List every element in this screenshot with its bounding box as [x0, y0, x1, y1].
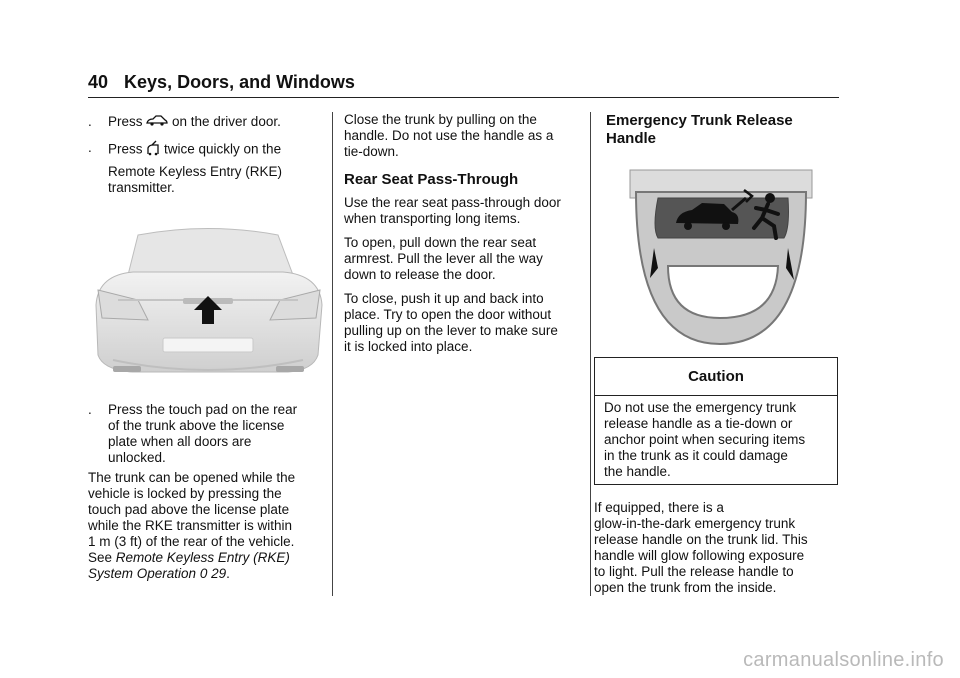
page-number: 40 — [88, 72, 109, 92]
section-heading: Rear Seat Pass-Through — [344, 171, 519, 188]
item-text: transmitter. — [108, 180, 175, 195]
paragraph-line: glow-in-the-dark emergency trunk — [594, 516, 796, 531]
left-column — [88, 0, 328, 678]
paragraph-line: pulling up on the lever to make sure — [344, 323, 558, 338]
paragraph-line: The trunk can be opened while the — [88, 470, 296, 485]
car-icon — [146, 114, 168, 130]
trunk-icon — [146, 140, 160, 160]
item-text: Press — [108, 141, 147, 157]
caution-line: anchor point when securing items — [604, 432, 806, 447]
paragraph-line: handle will glow following exposure — [594, 548, 805, 563]
item-text: twice quickly on the — [160, 141, 282, 157]
emergency-release-handle-illustration — [628, 168, 814, 348]
paragraph-line: Use the rear seat pass-through door — [344, 195, 561, 210]
paragraph-line: while the RKE transmitter is within — [88, 518, 293, 533]
column-divider — [332, 112, 333, 596]
caution-divider — [595, 395, 837, 396]
paragraph-line: See — [88, 550, 116, 565]
glow-handle-paragraph — [594, 500, 844, 596]
item-text: Remote Keyless Entry (RKE) — [108, 164, 283, 179]
item-text: unlocked. — [108, 450, 166, 465]
paragraph-line: down to release the door. — [344, 267, 496, 282]
car-rear-illustration — [88, 220, 328, 390]
column-divider — [590, 112, 591, 596]
item-text: Press — [108, 114, 147, 129]
right-column-heading — [606, 112, 846, 148]
section-heading: Emergency Trunk Release — [606, 112, 793, 129]
bullet: . — [88, 114, 92, 129]
watermark: carmanualsonline.info — [743, 649, 944, 671]
middle-column — [344, 112, 584, 355]
paragraph-line: To close, push it up and back into — [344, 291, 544, 306]
paragraph-line: to light. Pull the release handle to — [594, 564, 794, 579]
section-title: Keys, Doors, and Windows — [124, 72, 355, 92]
paragraph-line: open the trunk from the inside. — [594, 580, 777, 595]
paragraph-line: armrest. Pull the lever all the way — [344, 251, 543, 266]
paragraph-line: it is locked into place. — [344, 339, 473, 354]
caution-line: the handle. — [604, 464, 671, 479]
item-text: plate when all doors are — [108, 434, 252, 449]
cross-reference-link[interactable]: System Operation — [88, 566, 197, 581]
paragraph-line: handle. Do not use the handle as a — [344, 128, 554, 143]
paragraph-line: tie-down. — [344, 144, 399, 159]
paragraph-line: touch pad above the license plate — [88, 502, 290, 517]
bullet: . — [88, 402, 92, 417]
page-reference[interactable]: 29 — [207, 566, 227, 581]
caution-line: in the trunk as it could damage — [604, 448, 788, 463]
paragraph-line: Close the trunk by pulling on the — [344, 112, 537, 127]
caution-line: release handle as a tie-down or — [604, 416, 793, 431]
cross-reference-link[interactable]: Remote Keyless Entry (RKE) — [115, 550, 290, 565]
item-text: Press the touch pad on the rear — [108, 402, 298, 417]
paragraph-line: when transporting long items. — [344, 211, 521, 226]
item-text: on the driver door. — [168, 114, 281, 129]
section-heading: Handle — [606, 130, 657, 147]
page-ref-icon: 0 — [199, 566, 208, 581]
bullet: . — [88, 140, 92, 155]
paragraph-line: If equipped, there is a — [594, 500, 724, 515]
caution-line: Do not use the emergency trunk — [604, 400, 797, 415]
caution-box — [594, 357, 838, 485]
paragraph-line: vehicle is locked by pressing the — [88, 486, 282, 501]
paragraph-line: To open, pull down the rear seat — [344, 235, 537, 250]
item-text: of the trunk above the license — [108, 418, 285, 433]
paragraph-line: 1 m (3 ft) of the rear of the vehicle. — [88, 534, 295, 549]
punctuation: . — [226, 566, 230, 581]
caution-title: Caution — [688, 368, 744, 385]
caution-body — [604, 400, 834, 480]
paragraph-line: release handle on the trunk lid. This — [594, 532, 808, 547]
paragraph-line: place. Try to open the door without — [344, 307, 552, 322]
trunk-paragraph — [88, 470, 333, 582]
